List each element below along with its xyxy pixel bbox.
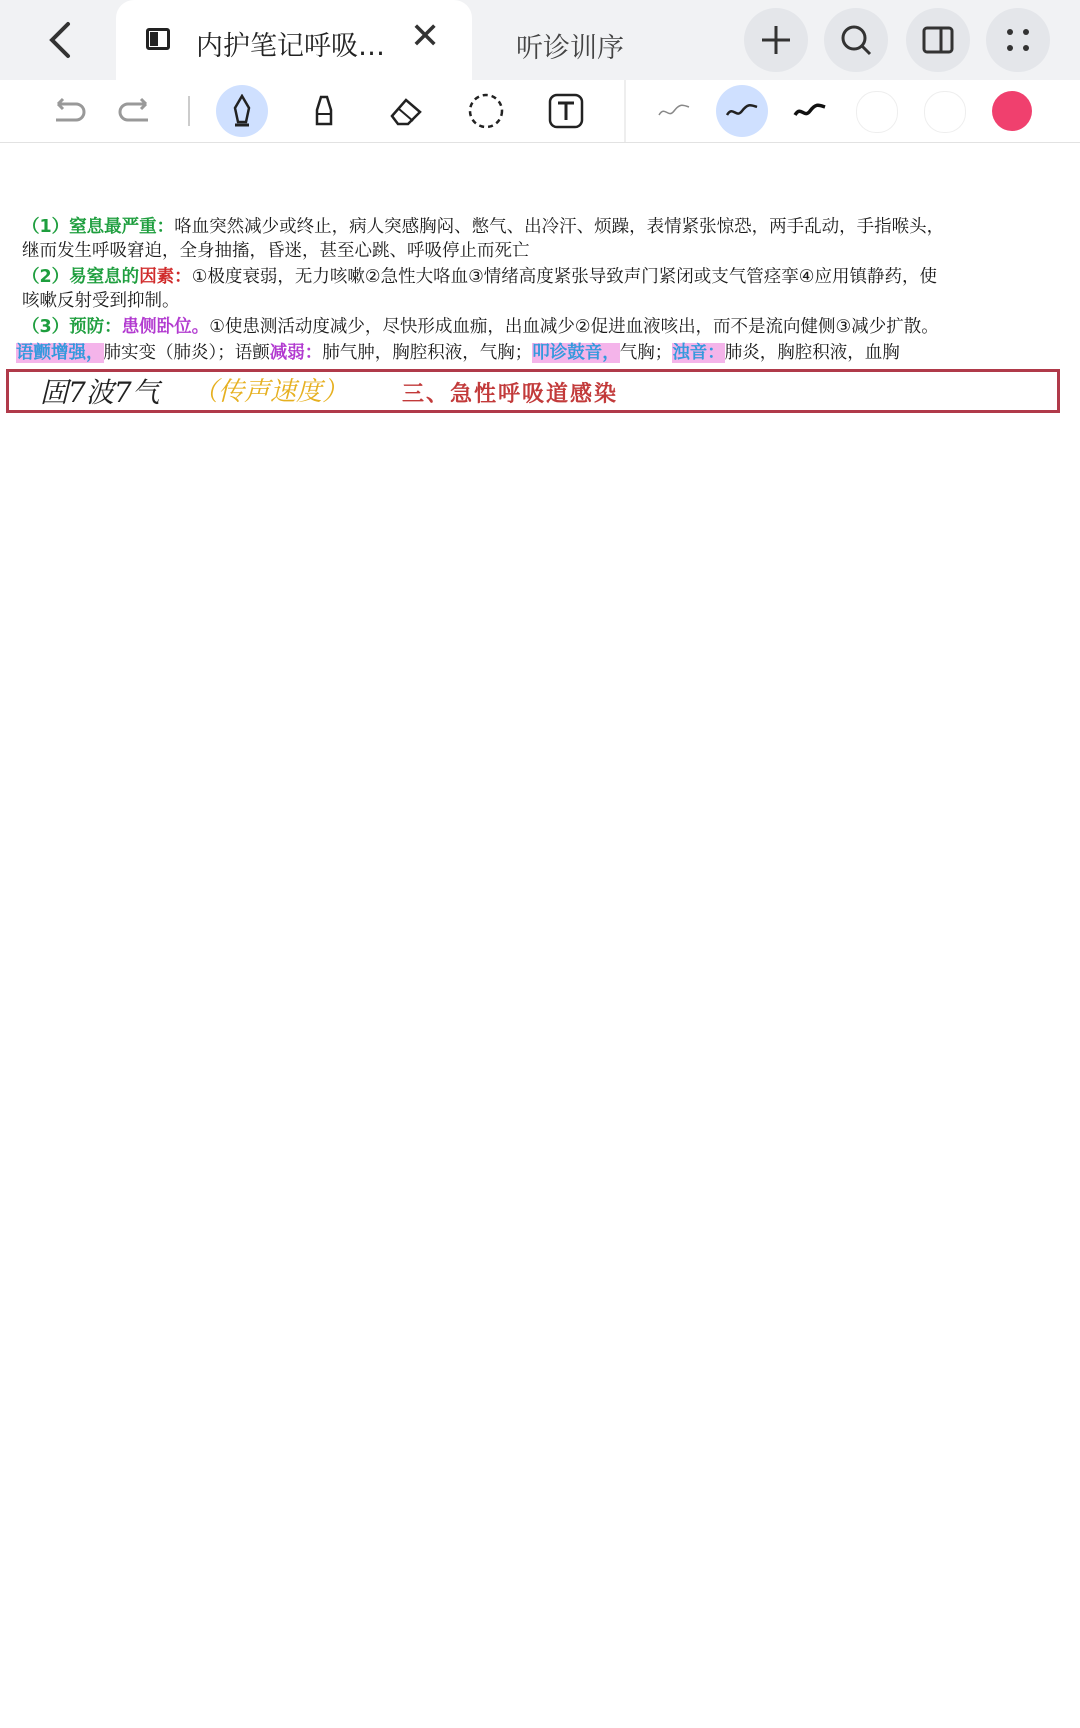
color-white-swatch[interactable] [856,91,898,133]
lasso-icon[interactable] [460,85,512,137]
stroke-thick-icon[interactable] [784,85,836,137]
grid-dots-icon [1001,23,1035,57]
document-icon [146,28,170,50]
handwriting-note: （传声速度） [192,377,349,407]
pen-tool-icon[interactable] [216,85,268,137]
tab-close-icon[interactable]: ✕ [410,16,441,57]
browser-tab-bar [0,0,1080,80]
toolbar-divider [188,96,190,126]
text-line: 语颤增强，肺实变（肺炎）；语颤减弱：肺气肿，胸腔积液，气胸；叩诊鼓音，气胸；浊音：肺炎，胸腔积液，血胸 [16,343,900,363]
text-line: （1）窒息最严重：咯血突然减少或终止，病人突感胸闷、憋气、出冷汗、烦躁，表情紧张惊恐，两手乱动，手指喉头， [22,217,945,237]
text-line: （3）预防：患侧卧位。①使患测活动度减少，尽快形成血痂，出血减少②促进血液咳出，而不是流向健侧③减少扩散。 [22,317,939,337]
redo-icon[interactable] [110,85,162,137]
sidebar-icon [921,23,955,57]
tab-active-title[interactable]: 内护笔记呼吸… [196,31,385,62]
back-icon[interactable] [40,18,84,62]
undo-icon[interactable] [42,85,94,137]
annotation-toolbar [0,80,1080,143]
eraser-icon[interactable] [380,85,432,137]
stroke-medium-icon[interactable] [716,85,768,137]
color-white-swatch-2[interactable] [924,91,966,133]
tab-inactive[interactable]: 听诊训序 [516,33,624,64]
split-view-button[interactable] [906,8,970,72]
search-icon [839,23,873,57]
handwriting-note: 固7波7气 [40,376,160,409]
search-button[interactable] [824,8,888,72]
text-line: 咳嗽反射受到抑制。 [22,291,180,311]
color-pink-swatch[interactable] [992,91,1032,131]
text-tool-icon[interactable] [540,85,592,137]
more-button[interactable] [986,8,1050,72]
toolbar-divider [624,80,626,142]
text-line: 继而发生呼吸窘迫，全身抽搐，昏迷，甚至心跳、呼吸停止而死亡 [22,241,530,261]
text-line: （2）易窒息的因素：①极度衰弱，无力咳嗽②急性大咯血③情绪高度紧张导致声门紧闭或支气管痉挛④应用镇静药，使 [22,267,937,287]
highlighter-icon[interactable] [298,85,350,137]
note-page [0,143,1080,1728]
stroke-thin-icon[interactable] [648,85,700,137]
new-tab-button[interactable] [744,8,808,72]
plus-icon [759,23,793,57]
section-title: 三、急性呼吸道感染 [402,382,619,407]
